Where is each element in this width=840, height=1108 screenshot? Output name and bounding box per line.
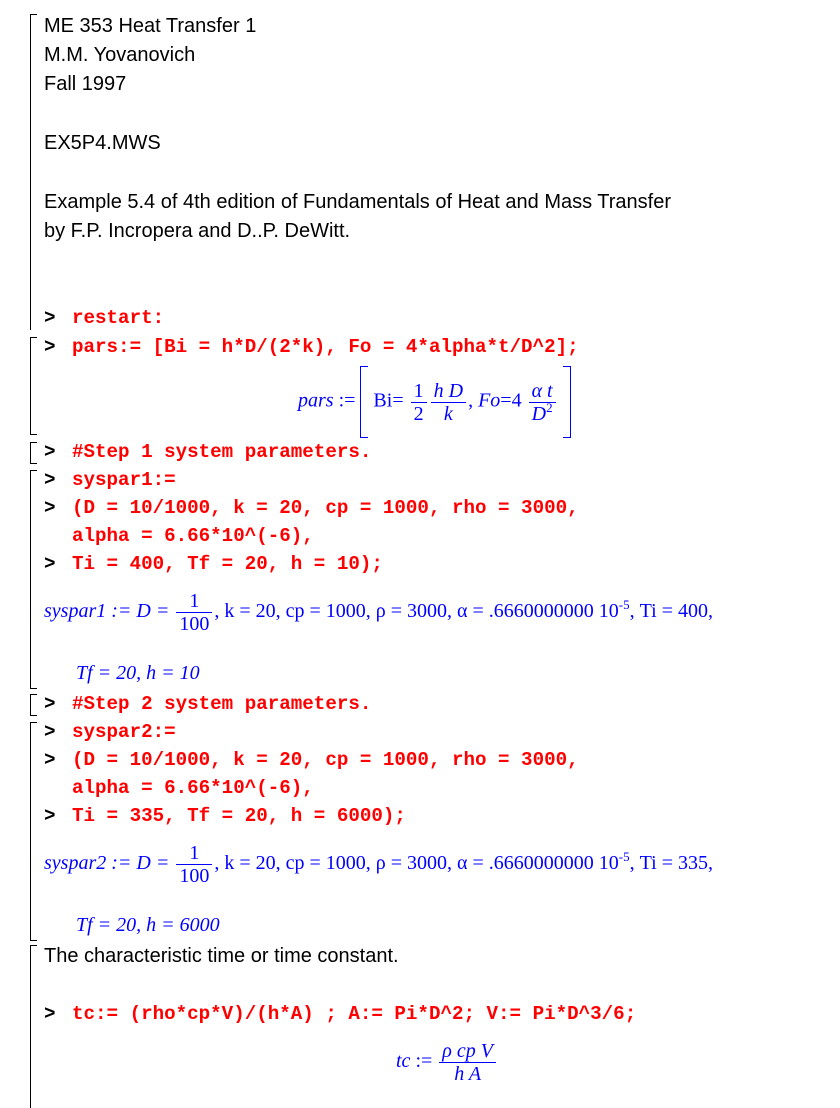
course-title: ME 353 Heat Transfer 1 [44, 15, 257, 37]
d-symbol: D [531, 402, 547, 425]
comma: , [468, 389, 474, 412]
input-prompt: > [44, 749, 56, 771]
left-bracket-icon [360, 366, 368, 438]
input-pars[interactable]: pars:= [Bi = h*D/(2*k), Fo = 4*alpha*t/D^2]; [72, 336, 579, 358]
output-lhs: syspar1 [44, 600, 107, 623]
input-syspar1-line3[interactable]: Ti = 400, Tf = 20, h = 10); [72, 553, 383, 575]
assign-operator: := [415, 1050, 433, 1073]
output-lhs: pars [298, 389, 334, 412]
group-bracket-syspar2[interactable] [30, 722, 37, 941]
input-syspar2-line2[interactable]: alpha = 6.66*10^(-6), [72, 777, 314, 799]
input-prompt: > [44, 336, 56, 358]
assign-d: := D = [106, 600, 175, 623]
input-syspar1-line1[interactable]: (D = 10/1000, k = 20, cp = 1000, rho = 3000, [72, 497, 579, 519]
input-step2-comment[interactable]: #Step 2 system parameters. [72, 693, 372, 715]
input-prompt: > [44, 307, 56, 329]
output-values-tail: , Ti = 400, [629, 600, 713, 623]
bi-symbol: Bi [373, 389, 393, 412]
exponent: -5 [618, 849, 630, 865]
output-syspar2 [44, 842, 713, 887]
output-tc [396, 1040, 498, 1085]
fraction-d-value [176, 842, 212, 887]
fraction-numerator: 1 [189, 842, 200, 864]
input-syspar1-line2[interactable]: alpha = 6.66*10^(-6), [72, 525, 314, 547]
input-prompt: > [44, 469, 56, 491]
input-syspar1-assign[interactable]: syspar1:= [72, 469, 176, 491]
output-lhs: tc [396, 1050, 411, 1073]
fraction-numerator: ρ cp V [442, 1040, 493, 1062]
input-tc[interactable]: tc:= (rho*cp*V)/(h*A) ; A:= Pi*D^2; V:= Pi*D^3/6; [72, 1003, 637, 1025]
output-values-tail: , Ti = 335, [629, 852, 713, 875]
group-bracket-time-constant[interactable] [30, 945, 37, 1108]
equals-sign: = [500, 389, 512, 412]
group-bracket-header[interactable] [30, 14, 37, 330]
output-syspar1-line2: Tf = 20, h = 10 [76, 662, 200, 684]
equals-sign: = [392, 389, 404, 412]
fraction-hd-over-k [431, 380, 466, 425]
description-line-2: by F.P. Incropera and D..P. DeWitt. [44, 220, 351, 242]
author-line: M.M. Yovanovich [44, 44, 196, 66]
input-syspar2-line1[interactable]: (D = 10/1000, k = 20, cp = 1000, rho = 3000, [72, 749, 579, 771]
fraction-numerator: h D [433, 379, 464, 402]
output-values: , k = 20, cp = 1000, ρ = 3000, α = .6660000000 10 [214, 600, 619, 623]
fraction-numerator: α t [531, 379, 553, 402]
description-line-1: Example 5.4 of 4th edition of Fundamentals of Heat and Mass Transfer [44, 191, 672, 213]
exponent: 2 [546, 399, 553, 415]
fraction-denominator [529, 399, 556, 425]
output-values: , k = 20, cp = 1000, ρ = 3000, α = .6660000000 10 [214, 852, 619, 875]
fraction-numerator: 1 [413, 379, 424, 402]
input-prompt: > [44, 497, 56, 519]
fraction-denominator: 100 [176, 864, 212, 887]
fraction-denominator: 100 [176, 612, 212, 635]
assign-operator: := [338, 389, 356, 412]
group-bracket-step2-comment[interactable] [30, 694, 37, 716]
time-constant-text: The characteristic time or time constant. [44, 945, 399, 967]
input-prompt: > [44, 553, 56, 575]
fraction-denominator: h A [439, 1062, 496, 1085]
input-prompt: > [44, 721, 56, 743]
filename-line: EX5P4.MWS [44, 132, 161, 154]
output-syspar1 [44, 590, 713, 635]
fraction-half [411, 380, 427, 425]
output-pars [298, 366, 571, 438]
input-prompt: > [44, 805, 56, 827]
exponent: -5 [618, 597, 630, 613]
fraction-numerator: 1 [189, 590, 200, 612]
input-prompt: > [44, 441, 56, 463]
fraction-tc [439, 1040, 496, 1085]
fraction-d-value [176, 590, 212, 635]
coefficient: 4 [511, 389, 522, 412]
input-prompt: > [44, 1003, 56, 1025]
fraction-denominator: k [431, 402, 466, 425]
output-syspar2-line2: Tf = 20, h = 6000 [76, 914, 220, 936]
fraction-denominator: 2 [411, 402, 427, 425]
input-prompt: > [44, 693, 56, 715]
output-lhs: syspar2 [44, 852, 107, 875]
group-bracket-syspar1[interactable] [30, 470, 37, 689]
input-syspar2-assign[interactable]: syspar2:= [72, 721, 176, 743]
term-line: Fall 1997 [44, 73, 127, 95]
group-bracket-step1-comment[interactable] [30, 442, 37, 464]
right-bracket-icon [563, 366, 571, 438]
fo-symbol: Fo [478, 389, 501, 412]
input-restart[interactable]: restart: [72, 307, 165, 329]
group-bracket-pars[interactable] [30, 337, 37, 435]
input-syspar2-line3[interactable]: Ti = 335, Tf = 20, h = 6000); [72, 805, 406, 827]
fraction-alpha-t-over-d2 [529, 380, 556, 425]
input-step1-comment[interactable]: #Step 1 system parameters. [72, 441, 372, 463]
assign-d: := D = [106, 852, 175, 875]
